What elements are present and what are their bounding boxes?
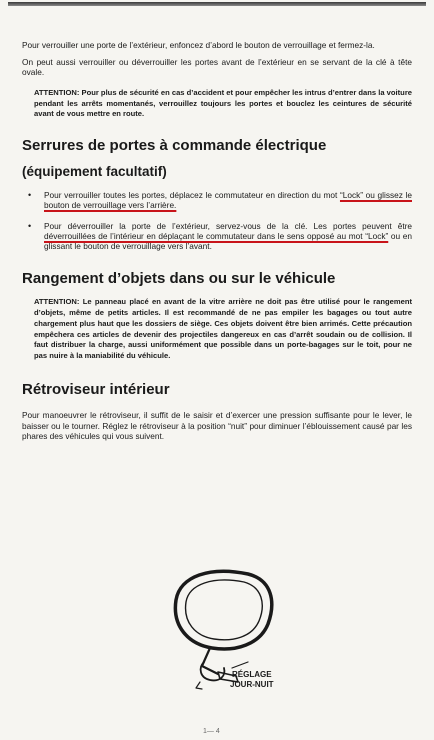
manual-page [22, 40, 412, 442]
caption-line-2: JOUR-NUIT [230, 680, 274, 689]
section-title-power-locks: Serrures de portes à commande électrique [22, 137, 327, 155]
mirror-paragraph: Pour manoeuvrer le rétroviseur, il suffit de le saisir et d’exercer une pression suffisante pour le lever, le baisser ou le tourner. Réglez le rétroviseur à la position “nuit” pour diminuer l’éblouissement causé par les phares des véhicules qui vous suivent. [22, 409, 412, 442]
list-item-unlock [22, 221, 412, 252]
unlock-text-underlined: déverrouillées de l’intérieur en déplaçant le commutateur dans le sens opposé au mot “Lock” [44, 230, 389, 241]
bullet-icon: • [28, 220, 32, 231]
figure-caption [230, 670, 274, 690]
caption-line-1: RÉGLAGE [232, 670, 272, 679]
intro-paragraph-1: Pour verrouiller une porte de l’extérieur, enfoncez d’abord le bouton de verrouillage et fermez-la. [22, 40, 375, 50]
section-subtitle-optional: (équipement facultatif) [22, 164, 167, 180]
page-number: 1— 4 [203, 728, 220, 735]
list-item-lock [22, 190, 412, 210]
lock-text-underlined: “Lock” ou glissez le bouton de verrouillage vers l’arrière. [44, 190, 412, 211]
unlock-text: Pour déverrouiller la porte de l’extérieur, servez-vous de la clé. Les portes peuvent être [44, 220, 412, 231]
attention-note-storage: ATTENTION: Le panneau placé en avant de la vitre arrière ne doit pas être utilisé pour le rangement d’objets, même de petits articles. Il est recommandé de ne pas empiler les bagages ou tout autre chargement plus haut que les dossiers de siège. Ces objets doivent être bien arrimés. Cette précaution empêchera ces articles de devenir des projectiles dangereux en cas d’arrêt soudain ou de collision. Il faut distribuer la charge, aussi uniformément que possible dans un porte-bagages sur le toit, pour ne pas nuire à la maniabilité du véhicule. [34, 297, 412, 361]
unlock-text-end: ou en glissant le bouton de verrouillage vers l’avant. [44, 230, 412, 251]
intro-paragraph-2: On peut aussi verrouiller ou déverrouiller les portes avant de l’extérieur en se servant de la clé à tête ovale. [22, 56, 412, 78]
lock-text: Pour verrouiller toutes les portes, déplacez le commutateur en direction du mot [44, 190, 340, 201]
bullet-icon: • [28, 190, 32, 201]
section-title-storage: Rangement d’objets dans ou sur le véhicule [22, 270, 336, 288]
section-title-mirror: Rétroviseur intérieur [22, 380, 170, 398]
attention-note-security: ATTENTION: Pour plus de sécurité en cas d’accident et pour empêcher les intrus d’entrer dans la voiture pendant les arrêts momentanés, verrouillez toujours les portes et bouclez les ceintures de sécurité avant de vous mettre en route. [34, 87, 412, 119]
power-locks-list [22, 190, 412, 251]
top-edge-rule [8, 2, 426, 6]
